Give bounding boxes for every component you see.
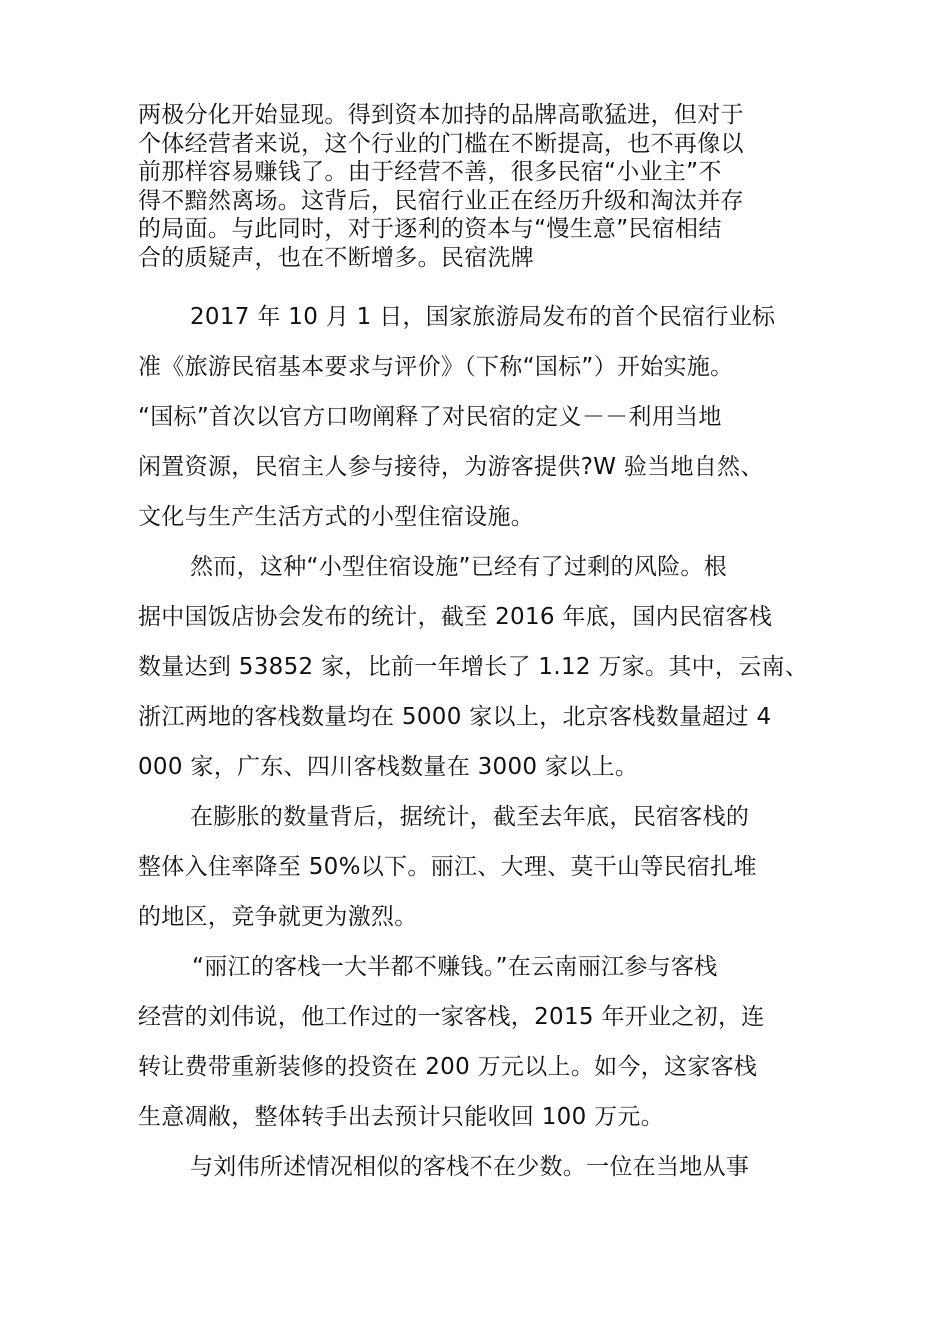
text-line: 经营的刘伟说，他工作过的一家客栈，2015 年开业之初，连 — [138, 1004, 765, 1030]
paragraph-national-standard — [138, 292, 838, 542]
text-line: 据中国饭店协会发布的统计，截至 2016 年底，国内民宿客栈 — [138, 604, 773, 630]
text-line: 合的质疑声，也在不断增多。民宿洗牌 — [138, 244, 535, 271]
text-line: 与刘伟所述情况相似的客栈不在少数。一位在当地从事 — [190, 1154, 750, 1180]
paragraph-lijiang — [138, 942, 838, 1142]
paragraph-oversupply — [138, 542, 838, 792]
text-line: 在膨胀的数量背后，据统计，截至去年底，民宿客栈的 — [190, 804, 750, 830]
text-line: 个体经营者来说，这个行业的门槛在不断提高，也不再像以 — [138, 130, 744, 157]
text-line: “丽江的客栈一大半都不赚钱。”在云南丽江参与客栈 — [192, 954, 718, 980]
text-line: 文化与生产生活方式的小型住宿设施。 — [138, 504, 535, 530]
text-line: 整体入住率降至 50%以下。丽江、大理、莫干山等民宿扎堆 — [138, 854, 757, 880]
text-line: 的地区，竞争就更为激烈。 — [138, 904, 418, 930]
text-line: 得不黯然离场。这背后，民宿行业正在经历升级和淘汰并存 — [138, 187, 744, 214]
body-paragraphs — [138, 292, 838, 1192]
text-line: “国标”首次以官方口吻阐释了对民宿的定义－－利用当地 — [138, 404, 722, 430]
paragraph-similar-cases — [138, 1142, 838, 1192]
text-line: 数量达到 53852 家，比前一年增长了 1.12 万家。其中，云南、 — [138, 654, 809, 680]
text-line: 前那样容易赚钱了。由于经营不善，很多民宿“小业主”不 — [138, 159, 722, 186]
text-line: 两极分化开始显现。得到资本加持的品牌高歌猛进，但对于 — [138, 102, 744, 128]
text-line: 生意凋敝，整体转手出去预计只能收回 100 万元。 — [138, 1104, 665, 1130]
text-line: 浙江两地的客栈数量均在 5000 家以上，北京客栈数量超过 4 — [138, 704, 772, 730]
text-line: 的局面。与此同时，对于逐利的资本与“慢生意”民宿相结 — [138, 216, 722, 243]
text-line: 000 家，广东、四川客栈数量在 3000 家以上。 — [138, 754, 639, 780]
paragraph-occupancy — [138, 792, 838, 942]
text-line: 然而，这种“小型住宿设施”已经有了过剩的风险。根 — [190, 554, 728, 580]
intro-paragraph — [138, 101, 828, 273]
text-line: 转让费带重新装修的投资在 200 万元以上。如今，这家客栈 — [138, 1054, 758, 1080]
text-line: 闲置资源，民宿主人参与接待，为游客提供?W 验当地自然、 — [138, 454, 764, 480]
text-line: 准《旅游民宿基本要求与评价》（下称“国标”）开始实施。 — [138, 354, 734, 380]
text-line: 2017 年 10 月 1 日，国家旅游局发布的首个民宿行业标 — [190, 304, 776, 330]
